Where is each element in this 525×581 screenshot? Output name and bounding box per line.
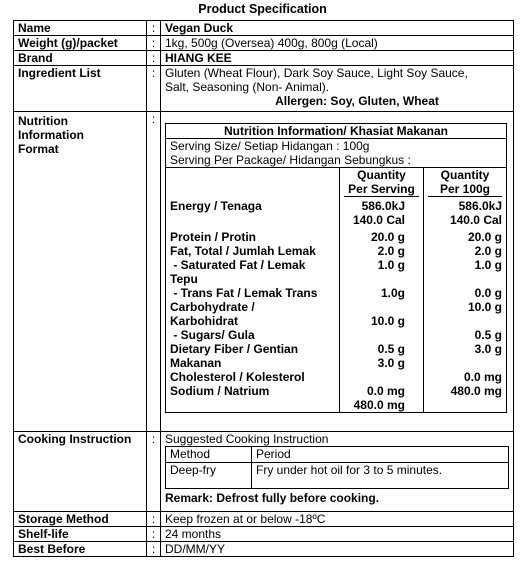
allergen-statement: Allergen: Soy, Gluten, Wheat (275, 94, 439, 108)
per-100g-values (424, 197, 507, 413)
cholesterol-100g: 0.0 mg (463, 370, 502, 384)
label-brand: Brand (14, 51, 147, 66)
value-brand: HIANG KEE (161, 51, 514, 66)
colon: : (147, 112, 161, 432)
sugar-label: - Sugars/ Gula (170, 328, 255, 342)
label-ingredients: Ingredient List (14, 66, 147, 112)
nutrition-header: Nutrition Information/ Khasiat Makanan (166, 124, 507, 139)
energy-label: Energy / Tenaga (170, 199, 262, 213)
period-head: Period (252, 447, 509, 463)
cooking-remark: Remark: Defrost fully before cooking. (165, 491, 380, 505)
servings-per-package: Serving Per Package/ Hidangan Sebungkus : (170, 153, 411, 167)
colon: : (147, 527, 161, 542)
fiber-serving-1: 0.5 g (377, 342, 405, 356)
fiber-label-1: Dietary Fiber / Gentian (170, 342, 299, 356)
fiber-label-2: Makanan (170, 356, 222, 370)
transfat-label: - Trans Fat / Lemak Trans (170, 286, 318, 300)
label-nutrition-line-2: Information (18, 128, 84, 142)
row-cooking (14, 432, 514, 512)
carb-label-1: Carbohydrate / (170, 300, 255, 314)
label-nutrition (14, 112, 147, 432)
value-storage: Keep frozen at or below -18ºC (161, 512, 514, 527)
carb-label-2: Karbohidrat (170, 314, 239, 328)
spec-table (13, 20, 514, 557)
sugar-100g: 0.5 g (474, 328, 502, 342)
value-ingredients (161, 66, 514, 112)
value-weight: 1kg, 500g (Oversea) 400g, 800g (Local) (161, 36, 514, 51)
label-cooking: Cooking Instruction (14, 432, 147, 512)
per-serving-head-1: Quantity (357, 168, 406, 182)
per-serving-values (340, 197, 424, 413)
label-nutrition-line-1: Nutrition (18, 114, 68, 128)
label-storage: Storage Method (14, 512, 147, 527)
row-shelf-life (14, 527, 514, 542)
row-name (14, 21, 514, 36)
protein-100g: 20.0 g (467, 230, 502, 244)
fiber-serving-2: 3.0 g (377, 356, 405, 370)
nutrition-table (165, 123, 507, 413)
value-cooking (161, 432, 514, 512)
colon: : (147, 512, 161, 527)
row-brand (14, 51, 514, 66)
per-100g-head-1: Quantity (440, 168, 490, 182)
carb-100g: 10.0 g (467, 300, 502, 314)
per-serving-head-2: Per Serving (344, 182, 419, 197)
energy-cal-100g: 140.0 Cal (449, 213, 502, 227)
fat-label: Fat, Total / Jumlah Lemak (170, 244, 316, 258)
col-per-100g-head (424, 168, 507, 198)
protein-serving: 20.0 g (370, 230, 405, 244)
col-per-serving-head (340, 168, 424, 198)
nutrient-labels (166, 197, 340, 413)
protein-label: Protein / Protin (170, 230, 257, 244)
ingredients-line-2: Salt, Seasoning (Non- Animal). (165, 80, 330, 94)
sodium-100g: 480.0 mg (450, 384, 502, 398)
fat-serving: 2.0 g (377, 244, 405, 258)
colon: : (147, 21, 161, 36)
per-100g-head-2: Per 100g (428, 182, 502, 197)
ingredients-line-1: Gluten (Wheat Flour), Dark Soy Sauce, Light Soy Sauce, (165, 66, 468, 80)
period-value: Fry under hot oil for 3 to 5 minutes. (252, 463, 509, 489)
transfat-serving: 1.0g (380, 286, 405, 300)
row-weight (14, 36, 514, 51)
carb-serving: 10.0 g (370, 314, 405, 328)
energy-kj-100g: 586.0kJ (458, 199, 502, 213)
label-nutrition-line-3: Format (18, 142, 59, 156)
cholesterol-label: Cholesterol / Kolesterol (170, 370, 305, 384)
page-title: Product Specification (198, 2, 327, 16)
row-storage (14, 512, 514, 527)
nutrition-head-blank (166, 168, 340, 198)
value-name: Vegan Duck (161, 21, 514, 36)
cooking-table (165, 446, 509, 489)
satfat-serving: 1.0 g (377, 258, 405, 272)
label-shelf-life: Shelf-life (14, 527, 147, 542)
suggested-cooking: Suggested Cooking Instruction (165, 432, 329, 446)
colon: : (147, 432, 161, 512)
sodium-serving-2: 480.0 mg (353, 398, 405, 412)
nutrition-panel (161, 112, 514, 432)
row-best-before (14, 542, 514, 557)
sodium-label: Sodium / Natrium (170, 384, 270, 398)
sodium-serving-1: 0.0 mg (366, 384, 405, 398)
satfat-100g: 1.0 g (474, 258, 502, 272)
method-head: Method (166, 447, 252, 463)
energy-kj-serving: 586.0kJ (361, 199, 405, 213)
colon: : (147, 36, 161, 51)
colon: : (147, 66, 161, 112)
label-best-before: Best Before (14, 542, 147, 557)
row-ingredients (14, 66, 514, 112)
serving-size: Serving Size/ Setiap Hidangan : 100g (170, 139, 370, 153)
method-value: Deep-fry (166, 463, 252, 489)
fat-100g: 2.0 g (474, 244, 502, 258)
colon: : (147, 51, 161, 66)
transfat-100g: 0.0 g (474, 286, 502, 300)
nutrition-serving-info (166, 139, 507, 168)
value-best-before: DD/MM/YY (161, 542, 514, 557)
energy-cal-serving: 140.0 Cal (352, 213, 405, 227)
label-weight: Weight (g)/packet (14, 36, 147, 51)
fiber-100g: 3.0 g (474, 342, 502, 356)
satfat-label-2: Tepu (170, 272, 198, 286)
value-shelf-life: 24 months (161, 527, 514, 542)
label-name: Name (14, 21, 147, 36)
row-nutrition (14, 112, 514, 432)
satfat-label-1: - Saturated Fat / Lemak (170, 258, 306, 272)
colon: : (147, 542, 161, 557)
